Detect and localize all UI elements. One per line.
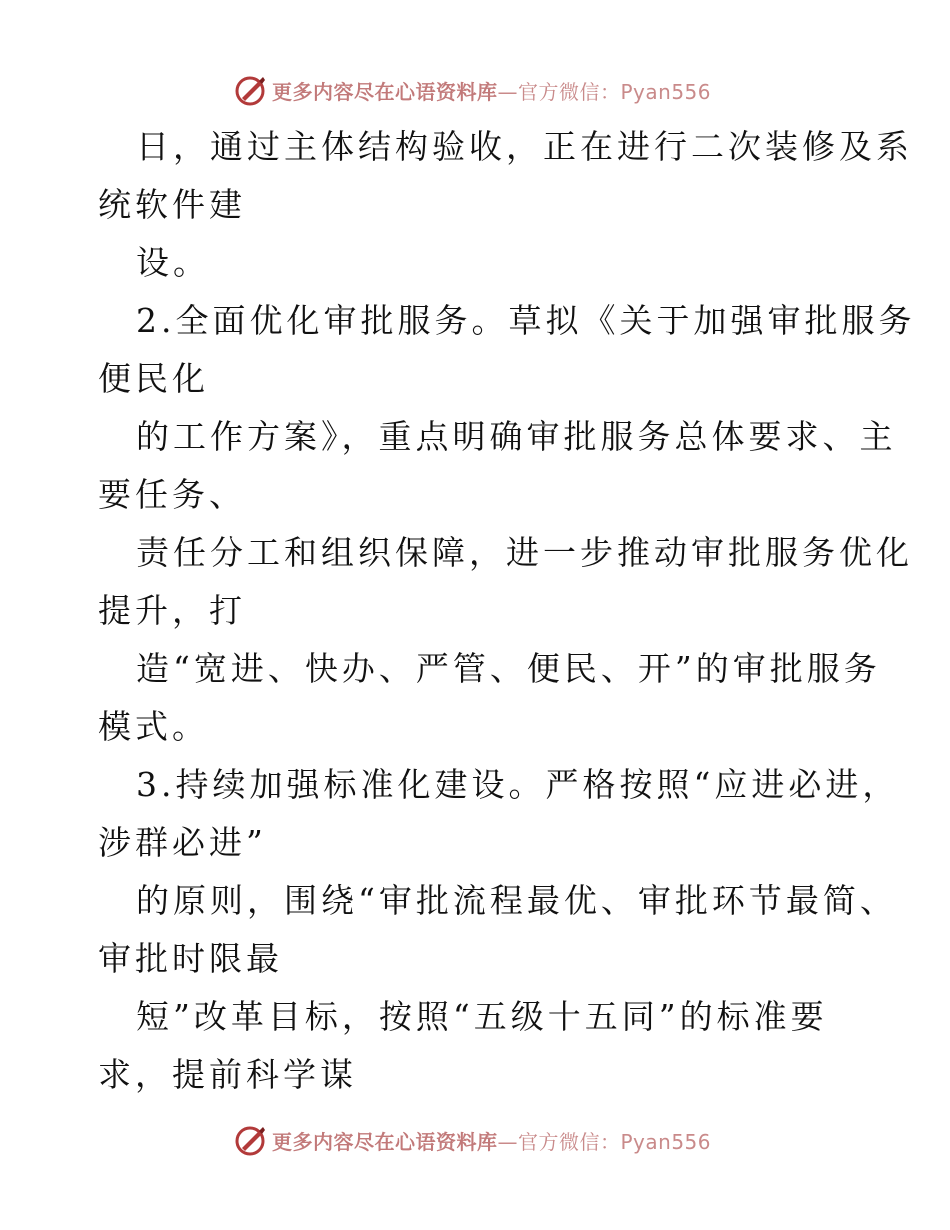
- watermark-text: [272, 76, 711, 105]
- text-line: 的原则，围绕“审批流程最优、审批环节最简、: [136, 881, 897, 920]
- watermark-text: [272, 1126, 711, 1155]
- watermark-title: 更多内容尽在心语资料库: [272, 79, 498, 104]
- watermark-logo-icon: [232, 72, 268, 108]
- watermark-contact: —官方微信：Pyan556: [497, 1129, 712, 1154]
- text-line: 涉群必进”: [98, 823, 267, 862]
- text-line: 审批时限最: [98, 939, 283, 978]
- text-line: 责任分工和组织保障，进一步推动审批服务优化: [136, 533, 913, 572]
- text-line: 求，提前科学谋: [98, 1055, 357, 1094]
- text-line: 设。: [136, 243, 210, 282]
- watermark-logo-icon: [232, 1122, 268, 1158]
- footer-watermark: [232, 1120, 752, 1160]
- watermark-contact: —官方微信：Pyan556: [497, 79, 712, 104]
- text-line: 模式。: [98, 707, 209, 746]
- watermark-title: 更多内容尽在心语资料库: [272, 1129, 498, 1154]
- text-line: 要任务、: [98, 475, 246, 514]
- text-line: 的工作方案》，重点明确审批服务总体要求、主: [136, 417, 897, 456]
- text-line: 便民化: [98, 359, 209, 398]
- text-line: 日，通过主体结构验收，正在进行二次装修及系: [136, 127, 913, 166]
- text-line: 短”改革目标，按照“五级十五同”的标准要: [136, 997, 828, 1036]
- text-line: 提升，打: [98, 591, 246, 630]
- text-line: 2.全面优化审批服务。草拟《关于加强审批服务: [136, 301, 916, 340]
- header-watermark: [232, 70, 752, 110]
- text-line: 统软件建: [98, 185, 246, 224]
- text-line: 造“宽进、快办、严管、便民、开”的审批服务: [136, 649, 881, 688]
- text-line: 3.持续加强标准化建设。严格按照“应进必进，: [136, 765, 900, 804]
